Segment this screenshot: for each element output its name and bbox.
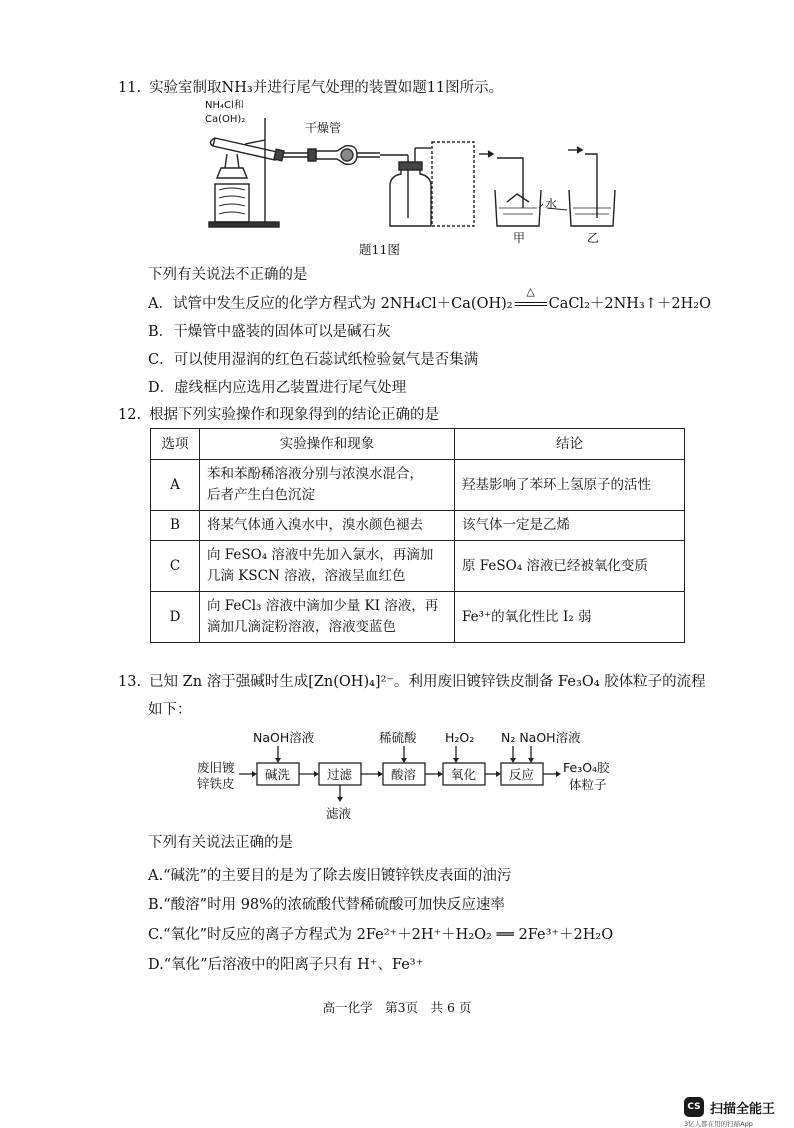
reagent-label-1: NH₄Cl和 [205, 100, 244, 111]
flow-reagent-naoh: NaOH溶液 [253, 730, 315, 745]
water-label: 水 [545, 197, 558, 211]
scanner-logo-icon: CS [684, 1097, 704, 1117]
row-operation [200, 511, 455, 541]
q13-option-b: B.“酸溶”时用 98%的浓硫酸代替稀硫酸可加快反应速率 [148, 897, 505, 913]
scanner-app-name: 扫描全能王 [710, 1102, 776, 1117]
row-operation-line: 几滴 KSCN 溶液，溶液呈血红色 [207, 568, 406, 584]
row-conclusion: Fe³⁺的氧化性比 I₂ 弱 [455, 592, 685, 643]
q13-question: 下列有关说法正确的是 [148, 835, 293, 851]
jia-tube [497, 158, 523, 208]
q11-option-a-suffix: CaCl₂＋2NH₃↑＋2H₂O [548, 296, 711, 312]
q12-table [150, 428, 685, 643]
table-row [151, 541, 685, 592]
flow-start-line-1: 废旧镀 [197, 760, 235, 775]
flow-filtrate: 滤液 [326, 806, 352, 821]
flow-reagent-n2-naoh: N₂ NaOH溶液 [501, 730, 581, 745]
q11-option-d: D．虚线框内应选用乙装置进行尾气处理 [148, 380, 407, 396]
q13-number: 13. [118, 674, 142, 690]
flow-step-acid-dissolve: 酸溶 [391, 767, 417, 782]
heat-condition [513, 285, 549, 314]
q13-option-c: C.“氧化”时反应的离子方程式为 2Fe²⁺＋2H⁺＋H₂O₂ ══ 2Fe³⁺＋2H₂O [148, 927, 614, 943]
table-row [151, 460, 685, 511]
row-operation [200, 460, 455, 511]
row-operation-line: 向 FeSO₄ 溶液中先加入氯水，再滴加 [207, 547, 434, 563]
flow-step-alkali-wash: 碱洗 [265, 767, 291, 782]
q12-table-header [151, 429, 685, 460]
flow-step-oxidize: 氧化 [451, 767, 477, 782]
row-option: D [151, 592, 200, 643]
q11-apparatus-figure [195, 98, 625, 263]
q12-stem-text: 根据下列实验操作和现象得到的结论正确的是 [149, 407, 440, 423]
label-yi: 乙 [587, 231, 600, 245]
table-row [151, 511, 685, 541]
row-operation-line: 将某气体通入溴水中，溴水颜色褪去 [207, 517, 423, 533]
label-jia: 甲 [513, 231, 526, 245]
flow-reagent-h2o2: H₂O₂ [445, 730, 475, 745]
q12-number: 12. [118, 407, 142, 423]
flow-product-line-1: Fe₃O₄胶 [563, 760, 610, 775]
test-tube [213, 138, 277, 160]
row-operation-line: 滴加几滴淀粉溶液，溶液变蓝色 [207, 619, 396, 635]
row-operation-line: 苯和苯酚稀溶液分别与浓溴水混合， [207, 466, 423, 482]
q11-option-b: B．干燥管中盛装的固体可以是碱石灰 [148, 324, 391, 340]
row-option: C [151, 541, 200, 592]
table-row [151, 592, 685, 643]
row-conclusion: 原 FeSO₄ 溶液已经被氧化变质 [455, 541, 685, 592]
scanner-tagline: 3亿人都在用的扫描App [684, 1120, 753, 1128]
q11-question: 下列有关说法不正确的是 [148, 267, 308, 283]
row-operation-line: 后者产生白色沉淀 [207, 487, 315, 503]
header-operation: 实验操作和现象 [200, 429, 455, 460]
collecting-bottle [390, 168, 431, 226]
q11-option-c: C．可以使用湿润的红色石蕊试纸检验氨气是否集满 [148, 352, 479, 368]
reagent-label-2: Ca(OH)₂ [205, 114, 246, 125]
header-conclusion: 结论 [455, 429, 685, 460]
row-option: B [151, 511, 200, 541]
q13-option-d: D.“氧化”后溶液中的阳离子只有 H⁺、Fe³⁺ [148, 957, 424, 973]
equation-double-line [515, 302, 547, 306]
drying-tube-label: 干燥管 [305, 121, 342, 135]
q13-stem-text-1: 已知 Zn 溶于强碱时生成[Zn(OH)₄]²⁻。利用废旧镀锌铁皮制备 Fe₃O₄ 胶体粒子的流程 [149, 674, 706, 690]
dashed-box [432, 142, 474, 226]
q11-stem [118, 78, 503, 98]
q11-stem-text: 实验室制取NH₃并进行尾气处理的装置如题11图所示。 [149, 80, 504, 96]
flow-product-line-2: 体粒子 [569, 777, 607, 792]
q13-flow-chart [195, 728, 625, 828]
flow-step-react: 反应 [509, 767, 535, 782]
row-operation-line: 向 FeCl₃ 溶液中滴加少量 KI 溶液，再 [207, 598, 439, 614]
heat-symbol: △ [526, 285, 535, 298]
row-operation [200, 541, 455, 592]
flow-step-filter: 过滤 [327, 767, 353, 782]
q11-option-a [148, 285, 711, 314]
alcohol-lamp-head [217, 168, 247, 178]
flow-start-line-2: 锌铁皮 [197, 776, 235, 791]
q13-option-a: A.“碱洗”的主要目的是为了除去废旧镀锌铁皮表面的油污 [148, 868, 512, 884]
row-option: A [151, 460, 200, 511]
q13-stem-line-1 [118, 672, 706, 692]
flow-reagent-sulfuric-acid: 稀硫酸 [379, 730, 417, 745]
row-conclusion: 该气体一定是乙烯 [455, 511, 685, 541]
q11-option-a-prefix: A．试管中发生反应的化学方程式为 2NH₄Cl＋Ca(OH)₂ [148, 296, 513, 312]
q13-stem-line-2: 如下： [148, 702, 192, 718]
q12-stem [118, 405, 439, 425]
header-option: 选项 [151, 429, 200, 460]
q11-number: 11. [118, 80, 142, 96]
row-conclusion: 羟基影响了苯环上氢原子的活性 [455, 460, 685, 511]
stand-base [209, 222, 279, 227]
page-footer: 高一化学 第3页 共 6 页 [322, 1000, 472, 1015]
row-operation [200, 592, 455, 643]
q11-figure-caption: 题11图 [359, 242, 400, 257]
